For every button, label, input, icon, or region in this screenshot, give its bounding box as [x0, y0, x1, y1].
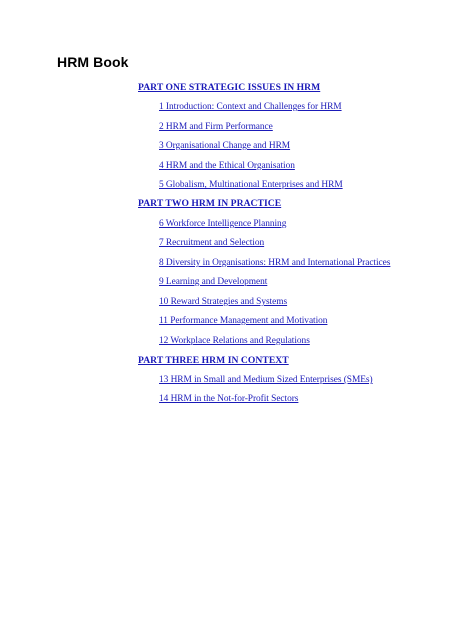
toc-part-three-link[interactable]: PART THREE HRM IN CONTEXT	[138, 355, 289, 366]
toc-chapter-4-link[interactable]: 4 HRM and the Ethical Organisation	[159, 161, 295, 171]
toc-chapter-1-link[interactable]: 1 Introduction: Context and Challenges for HRM	[159, 102, 342, 112]
document-title: HRM Book	[57, 54, 129, 70]
toc-chapter-14-link[interactable]: 14 HRM in the Not-for-Profit Sectors	[159, 394, 299, 404]
toc-part-two-link[interactable]: PART TWO HRM IN PRACTICE	[138, 198, 282, 209]
toc-chapter-3-link[interactable]: 3 Organisational Change and HRM	[159, 141, 291, 151]
toc-chapter-2-link[interactable]: 2 HRM and Firm Performance	[159, 122, 273, 132]
toc-chapter-9-link[interactable]: 9 Learning and Development	[159, 277, 268, 287]
toc-chapter-12-link[interactable]: 12 Workplace Relations and Regulations	[159, 336, 310, 346]
toc-chapter-10-link[interactable]: 10 Reward Strategies and Systems	[159, 297, 288, 307]
toc-chapter-7-link[interactable]: 7 Recruitment and Selection	[159, 238, 265, 248]
toc-part-one-link[interactable]: PART ONE STRATEGIC ISSUES IN HRM	[138, 82, 321, 93]
toc-chapter-6-link[interactable]: 6 Workforce Intelligence Planning	[159, 219, 287, 229]
toc-chapter-5-link[interactable]: 5 Globalism, Multinational Enterprises and HRM	[159, 180, 343, 190]
toc-chapter-11-link[interactable]: 11 Performance Management and Motivation	[159, 316, 328, 326]
toc-chapter-8-link[interactable]: 8 Diversity in Organisations: HRM and International Practices	[159, 258, 391, 268]
toc-chapter-13-link[interactable]: 13 HRM in Small and Medium Sized Enterprises (SMEs)	[159, 375, 373, 385]
